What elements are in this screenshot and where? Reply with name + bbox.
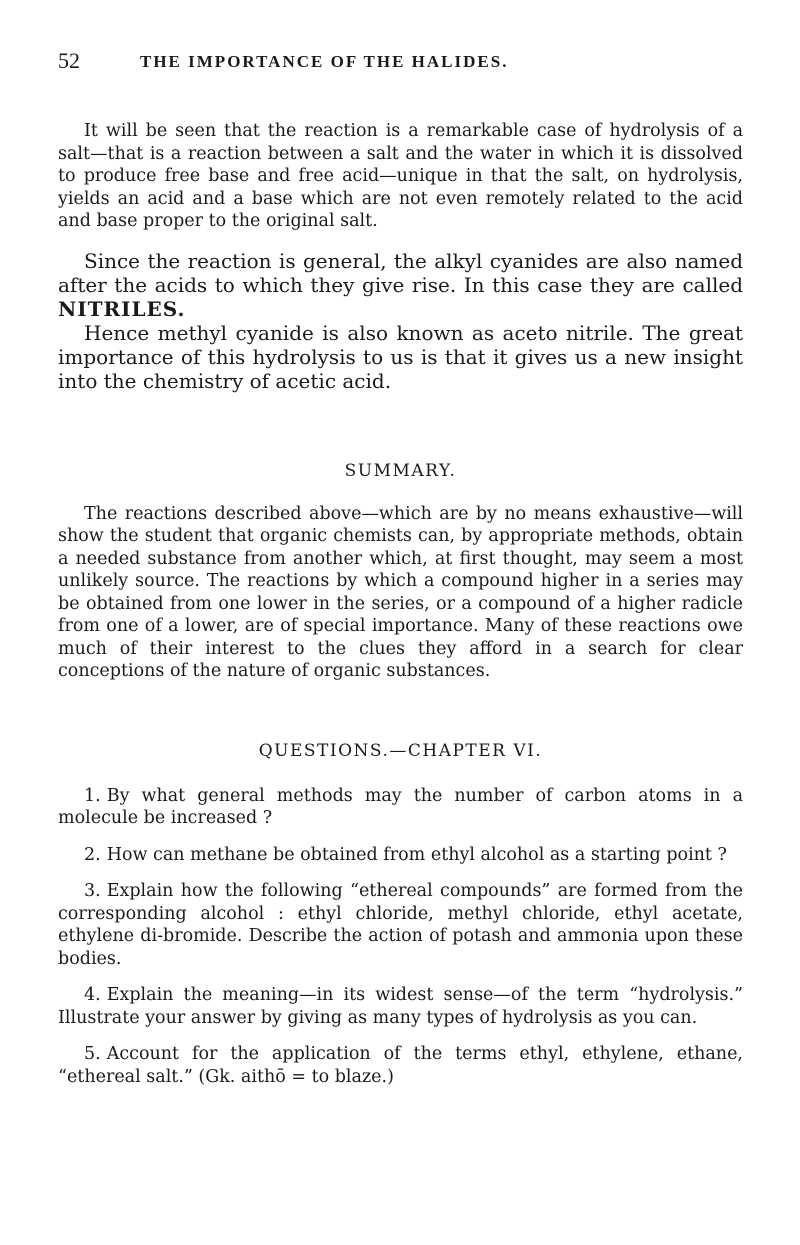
paragraph-hydrolysis: It will be seen that the reaction is a remarkable case of hydrolysis of a salt—that is a reaction between a salt and the water in which it is dissolved to produce free base and free acid—unique in that the salt, on hydrolysis, yields an acid and a base which are not even remotely related to the acid and base proper to the original salt. (58, 121, 743, 231)
question-item (58, 785, 743, 830)
page-number: 52 (58, 48, 80, 73)
running-head: THE IMPORTANCE OF THE HALIDES. (140, 52, 509, 71)
question-text: How can methane be obtained from ethyl alcohol as a starting point ? (106, 844, 727, 865)
question-item (58, 880, 743, 970)
page-header (58, 48, 743, 82)
question-item (58, 844, 743, 867)
page (58, 48, 743, 1102)
question-number: 1. (84, 785, 101, 806)
term-nitriles: NITRILES. (58, 296, 186, 321)
summary-paragraph: The reactions described above—which are by no means exhaustive—will show the student that organic chemists can, by appropriate methods, obtain a needed substance from another which, at first thought, may seem a most unlikely source. The reactions by which a compound higher in a series may be obtained from one lower in the series, or a compound of a higher radicle from one of a lower, are of special importance. Many of these reactions owe much of their interest to the clues they afford in a search for clear conceptions of the nature of organic substances. (58, 503, 743, 681)
question-item (58, 984, 743, 1029)
question-number: 4. (84, 985, 101, 1005)
summary-heading: SUMMARY. (344, 460, 457, 481)
question-number: 5. (84, 1044, 101, 1064)
question-text: Explain how the following “ethereal compounds” are formed from the corresponding alcohol : ethyl chloride, methyl chloride, ethyl acetate, ethylene di-bromide. Describe the action of potash and ammonia upon these bodies. (58, 881, 743, 969)
question-number: 3. (84, 881, 101, 901)
questions-list (58, 785, 743, 1089)
paragraph-aceto-nitrile: Hence methyl cyanide is also known as aceto nitrile. The great importance of this hydrolysis to us is that it gives us a new insight into the chemistry of acetic acid. (58, 320, 743, 393)
paragraph-nitriles (58, 249, 743, 321)
questions-heading: QUESTIONS.—CHAPTER VI. (258, 740, 543, 761)
question-text: Account for the application of the terms ethyl, ethylene, ethane, “ethereal salt.” (Gk. aithō = to blaze.) (58, 1044, 743, 1087)
paragraph-nitriles-text: Since the reaction is general, the alkyl cyanides are also named after the acids to which they give rise. In this case they are called (58, 248, 743, 297)
question-text: Explain the meaning—in its widest sense—of the term “hydrolysis.” Illustrate your answer by giving as many types of hydrolysis as you can. (58, 985, 743, 1028)
question-text: By what general methods may the number of carbon atoms in a molecule be increased ? (58, 785, 743, 828)
question-item (58, 1043, 743, 1088)
question-number: 2. (84, 844, 101, 865)
